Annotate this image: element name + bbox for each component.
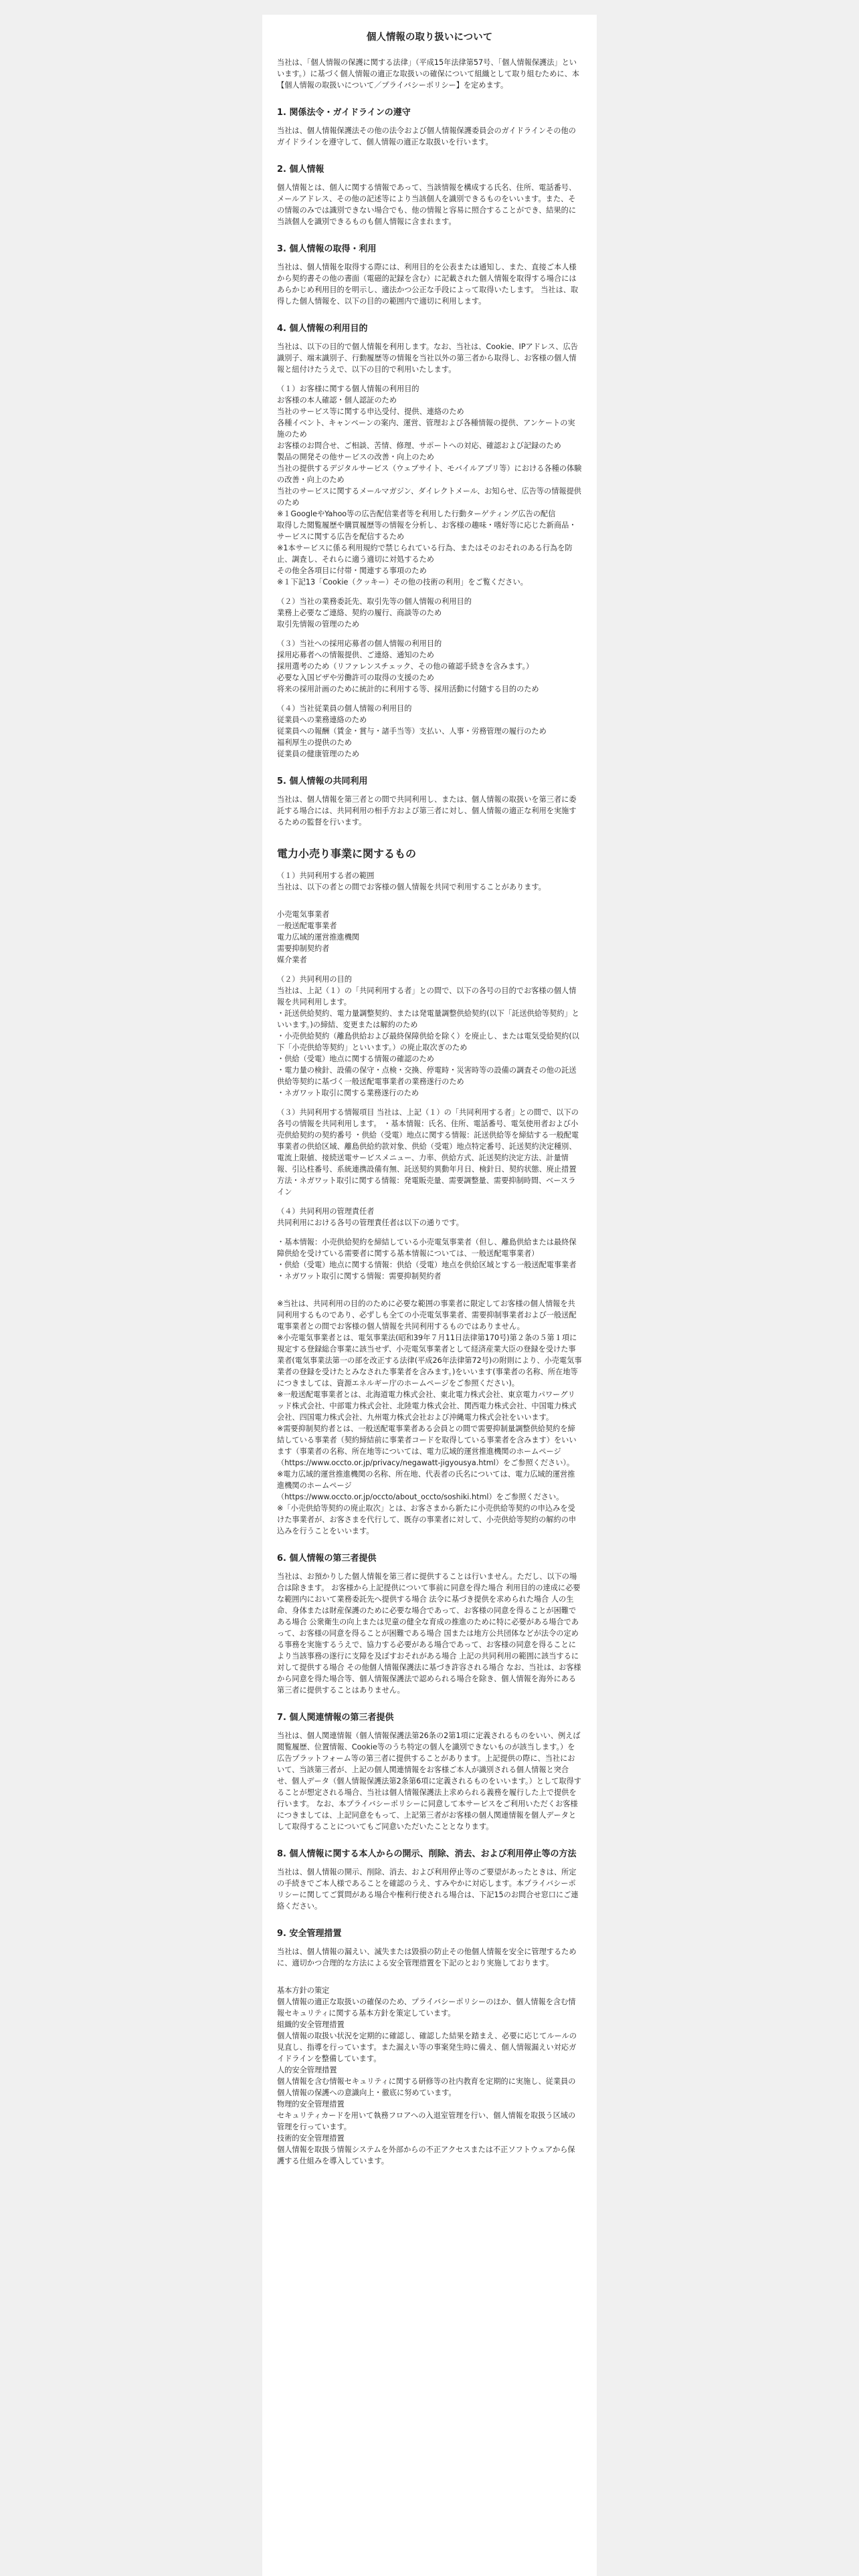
section-6-heading: 6. 個人情報の第三者提供	[277, 1553, 377, 1564]
section-1-heading: 1. 関係法令・ガイドラインの遵守	[277, 108, 411, 118]
intro-paragraph: 当社は、「個人情報の保護に関する法律」（平成15年法律第57号、「個人情報保護法」といいます。）に基づく個人情報の適正な取扱いの確保について組織として取り組むために、本【個人情報の取扱いについて／プライバシーポリシー】を定めます。	[277, 58, 579, 90]
section-3-body: 当社は、個人情報を取得する際には、利用目的を公表または通知し、また、直接ご本人様から契約書その他の書面（電磁的記録を含む）に記載された個人情報を取得する場合にはあらかじめ利用目的を明示し、適法かつ公正な手段によって取得いたします。 当社は、取得した個人情報を、以下の目的の範囲内で適切に利用します。	[277, 263, 579, 306]
joint-use-party-list: 小売電気事業者 一般送配電事業者 電力広域的運営推進機関 需要抑制契約者 媒介業者	[277, 910, 360, 964]
section-2-heading: 2. 個人情報	[277, 165, 324, 175]
section-9-heading: 9. 安全管理措置	[277, 1929, 342, 1939]
section-9-measures: 基本方針の策定 個人情報の適正な取扱いの確保のため、プライバシーポリシーのほか、個人情報を含む情報セキュリティに関する基本方針を策定しています。 組織的安全管理措置 個人情報の取扱い状況を定期的に確認し、確認した結果を踏まえ、必要に応じてルールの見直し、指導を行っています。また漏えい等の事案発生時に備え、個人情報漏えい対応ガイドラインを整備しています。 人的安全管理措置 個人情報を含む情報セキュリティに関する研修等の社内教育を定期的に実施し、従業員の個人情報の保護への意識向上・徹底に努めています。 物理的安全管理措置 セキュリティカードを用いて執務フロアへの入退室管理を行い、個人情報を取扱う区域の管理を行っています。 技術的安全管理措置 個人情報を取扱う情報システムを外部からの不正アクセスまたは不正ソフトウェアから保護する仕組みを導入しています。	[277, 1986, 577, 2165]
section-9-body: 当社は、個人情報の漏えい、滅失または毀損の防止その他個人情報を安全に管理するために、適切かつ合理的な方法による安全管理措置を下記のとおり実施しております。	[277, 1947, 577, 1967]
electricity-notes: ※当社は、共同利用の目的のために必要な範囲の事業者に限定してお客様の個人情報を共同利用するものであり、必ずしも全ての小売電気事業者、需要抑制事業者および一般送配電事業者との間でお客様の個人情報を共同利用するものではありません。 ※小売電気事業者とは、電気事業法(昭和39年７月11日法律第170号)第２条の５第１項に規定する登録総合事業に該当せず、小売電気事業者として経済産業大臣の登録を受けた事業者(電気事業法第一の部を改正する法律(平成26年法律第72号)の附則により、小売電気事業者の登録を受けたとみなされた事業者を含みます。)をいいます(事業者の名称、所在地等につきましては、資源エネルギー庁のホームページをご参照ください)。 ※一般送配電事業者とは、北海道電力株式会社、東北電力株式会社、東京電力パワーグリッド株式会社、中部電力株式会社、北陸電力株式会社、関西電力株式会社、中国電力株式会社、四国電力株式会社、九州電力株式会社および沖縄電力株式会社をいいます。 ※需要抑制契約者とは、一般送配電事業者ある会員との間で需要抑制量調整供給契約を締結している事業者（契約締結前に事業者コードを取得している事業者を含みます）をいいます（事業者の名称、所在地等については、電力広域的運営推進機関のホームページ（https://www.occto.or.jp/privacy/negawatt-jigyousya.html）をご参照ください）。 ※電力広域的運営推進機関の名称、所在地、代表者の氏名については、電力広域的運営推進機関のホームページ （https://www.occto.or.jp/occto/about_occto/soshiki.html）をご参照ください。 ※「小売供給等契約の廃止取次」とは、お客さまから新たに小売供給等契約の申込みを受けた事業者が、お客さまを代行して、既存の事業者に対して、小売供給等契約の解約の申込みを行うことをいいます。	[277, 1299, 582, 1535]
section-4-body: 当社は、以下の目的で個人情報を利用します。なお、当社は、Cookie、IPアドレス、広告識別子、端末識別子、行動履歴等の情報を当社以外の第三者から取得し、お客様の個人情報と紐付けたうえで、以下の目的で利用いたします。	[277, 342, 578, 374]
joint-use-scope: （１）共同利用する者の範囲 当社は、以下の者との間でお客様の個人情報を共同で利用することがあります。	[277, 871, 546, 891]
section-7-body: 当社は、個人関連情報（個人情報保護法第26条の2第1項に定義されるものをいい、例えば閲覧履歴、位置情報、Cookie等のうち特定の個人を識別できないものが該当します。）を広告プラットフォーム等の第三者に提供することがあります。上記提供の際に、当社において、当該第三者が、上記の個人関連情報をお客様ご本人が識別される個人情報と突合せ、個人データ（個人情報保護法第2条第6項に定義されるものをいいます。）として取得することが想定される場合、当社は個人情報保護法上求められる義務を履行した上で提供を行います。 なお、本プライバシーポリシーに同意して本サービスをご利用いただくお客様につきましては、上記同意をもって、上記第三者がお客様の個人関連情報を個人データとして取得することについてもご同意いただいたこととなります。	[277, 1731, 581, 1831]
section-4-partner-purposes: （２）当社の業務委託先、取引先等の個人情報の利用目的 業務上必要なご連絡、契約の履行、商談等のため 取引先情報の管理のため	[277, 597, 472, 629]
electricity-retail-heading: 電力小売り事業に関するもの	[277, 847, 417, 860]
section-2-body: 個人情報とは、個人に関する情報であって、当該情報を構成する氏名、住所、電話番号、メールアドレス、その他の記述等により当該個人を識別できるものをいいます。また、その情報のみでは識別できない場合でも、他の情報と容易に照合することができ、結果的に当該個人を識別できるものも個人情報に含まれます。	[277, 183, 577, 226]
section-5-heading: 5. 個人情報の共同利用	[277, 776, 368, 786]
joint-use-purposes: （２）共同利用の目的 当社は、上記（１）の「共同利用する者」との間で、以下の各号の目的でお客様の個人情報を共同利用します。 ・託送供給契約、電力量調整契約、または発電量調整供給契約(以下「託送供給等契約」といいます。)の締結、変更または解約のため ・小売供給契約（離島供給および最終保障供給を除く）を廃止し、または電気受給契約(以下「小売供給等契約」といいます。）の廃止取次ぎのため ・供給（受電）地点に関する情報の確認のため ・電力量の検針、設備の保守・点検・交換、停電時・災害時等の設備の調査その他の託送供給等契約に基づく一般送配電事業者の業務遂行のため ・ネガワット取引に関する業務遂行のため	[277, 975, 579, 1097]
joint-use-items: （３）共同利用する情報項目 当社は、上記（１）の「共同利用する者」との間で、以下の各号の情報を共同利用します。 ・基本情報：氏名、住所、電話番号、電気使用者および小売供給契約の契約番号 ・供給（受電）地点に関する情報：託送供給等を締結する一般配電事業者の供給区域、離島供給約款対象、供給（受電）地点特定番号、託送契約決定種別、電流上限値、接続送電サービスメニュー、力率、供給方式、託送契約決定方法、計量情報、引込柱番号、系統連携設備有無、託送契約異動年月日、検針日、契約状態、廃止措置方法・ネガワット取引に関する情報：発電販売量、需要調整量、需要抑制時間、ベースライン	[277, 1108, 579, 1196]
section-1-body: 当社は、個人情報保護法その他の法令および個人情報保護委員会のガイドラインその他のガイドラインを遵守して、個人情報の適正な取扱いを行います。	[277, 126, 576, 146]
section-8-heading: 8. 個人情報に関する本人からの開示、削除、消去、および利用停止等の方法	[277, 1849, 577, 1859]
joint-use-manager: （４）共同利用の管理責任者 共同利用における各号の管理責任者は以下の通りです。	[277, 1207, 464, 1227]
section-5-body: 当社は、個人情報を第三者との間で共同利用し、または、個人情報の取扱いを第三者に委託する場合には、共同利用の相手方および第三者に対し、個人情報の適正な利用を実施するための監督を行います。	[277, 795, 577, 827]
section-8-body: 当社は、個人情報の開示、削除、消去、および利用停止等のご要望があったときは、所定の手続きでご本人様であることを確認のうえ、すみやかに対応します。本プライバシーポリシーに関してご質問がある場合や権利行使される場合は、下記15のお問合せ窓口にご連絡ください。	[277, 1868, 579, 1911]
section-4-applicant-purposes: （３）当社への採用応募者の個人情報の利用目的 採用応募者への情報提供、ご連絡、通知のため 採用選考のため（リファレンスチェック、その他の確認手続きを含みます。） 必要な入国ビザや労働許可の取得の支援のため 将来の採用計画のために統計的に利用する等、採用活動に付随する目的のため	[277, 639, 539, 693]
page-title: 個人情報の取り扱いについて	[366, 32, 493, 43]
section-3-heading: 3. 個人情報の取得・利用	[277, 244, 377, 254]
section-6-body: 当社は、お預かりした個人情報を第三者に提供することは行いません。ただし、以下の場合は除きます。 お客様から上記提供について事前に同意を得た場合 利用目的の達成に必要な範囲内において業務委託先へ提供する場合 法令に基づき提供を求められた場合 人の生命、身体または財産保護のために必要な場合であって、お客様の同意を得ることが困難である場合 公衆衛生の向上または児童の健全な育成の推進のために特に必要がある場合であって、お客様の同意を得ることが困難である場合 国または地方公共団体などが法令の定める事務を実施するうえで、協力する必要がある場合であって、お客様の同意を得ることにより当該事務の遂行に支障を及ぼすおそれがある場合 上記の共同利用の範囲に該当するに対して提供する場合 その他個人情報保護法に基づき許容される場合 なお、当社は、お客様から同意を得た場合等、個人情報保護法で認められる場合を除き、個人情報を海外にある第三者に提供することはありません。	[277, 1572, 581, 1695]
section-4-heading: 4. 個人情報の利用目的	[277, 324, 368, 334]
section-7-heading: 7. 個人関連情報の第三者提供	[277, 1713, 394, 1723]
joint-use-manager-list: ・基本情報：小売供給契約を締結している小売電気事業者（但し、離島供給または最終保障供給を受けている需要者に関する基本情報については、一般送配電事業者） ・供給（受電）地点に関する情報：供給（受電）地点を供給区域とする一般送配電事業者 ・ネガワット取引に関する情報：需要抑制契約者	[277, 1238, 577, 1281]
section-4-customer-purposes: （１）お客様に関する個人情報の利用目的 お客様の本人確認・個人認証のため 当社のサービス等に関する申込受付、提供、連絡のため 各種イベント、キャンペーンの案内、運営、管理および各種情報の提供、アンケートの実施のため お客様のお問合せ、ご相談、苦情、修理、サポートへの対応、確認および記録のため 製品の開発その他サービスの改善・向上のため 当社の提供するデジタルサービス（ウェブサイト、モバイルアプリ等）における各種の体験の改善・向上のため 当社のサービスに関するメールマガジン、ダイレクトメール、お知らせ、広告等の情報提供のため ※１GoogleやYahoo等の広告配信業者等を利用した行動ターゲティング広告の配信 取得した閲覧履歴や購買履歴等の情報を分析し、お客様の趣味・嗜好等に応じた新商品・サービスに関する広告を配信するため ※1本サービスに係る利用規約で禁じられている行為、またはそのおそれのある行為を防止、調査し、それらに適う適切に対処するため その他全各項目に付帯・関連する事項のため ※１下記13「Cookie（クッキー）その他の技術の利用」をご覧ください。	[277, 385, 582, 586]
policy-document	[262, 15, 597, 2576]
section-4-employee-purposes: （４）当社従業員の個人情報の利用目的 従業員への業務連絡のため 従業員への報酬（賃金・賞与・諸手当等）支払い、人事・労務管理の履行のため 福利厚生の提供のため 従業員の健康管理のため	[277, 704, 547, 758]
